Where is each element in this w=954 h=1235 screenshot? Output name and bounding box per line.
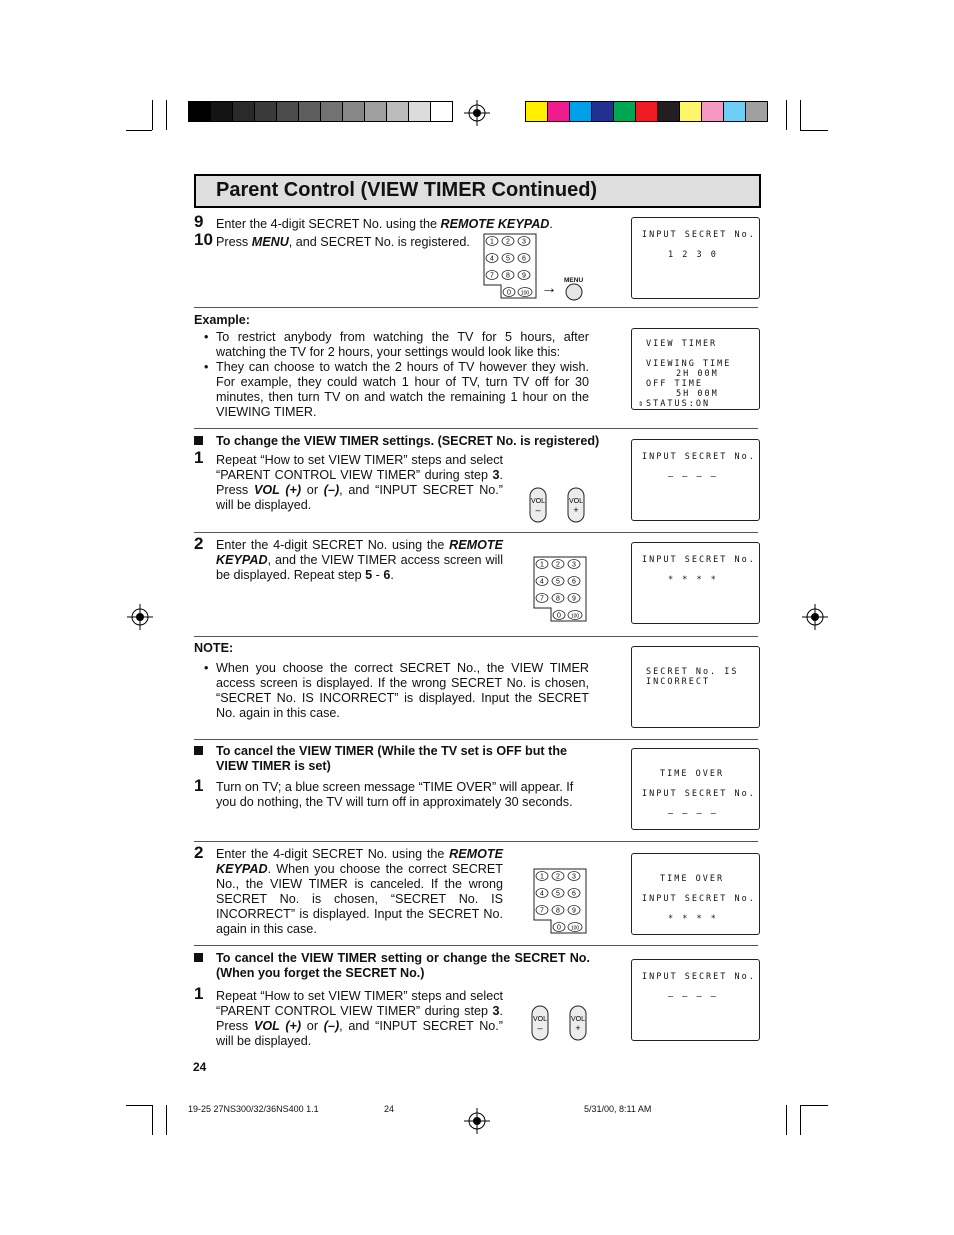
square-bullet-icon	[194, 436, 203, 445]
screen-text: – – – –	[668, 809, 718, 819]
text-run: .	[549, 217, 553, 231]
svg-text:VOL: VOL	[568, 498, 584, 505]
crop-mark	[800, 1105, 828, 1106]
text-run: Enter the 4-digit SECRET No. using the	[216, 847, 450, 861]
keypad-key-1	[536, 872, 548, 881]
svg-text:5: 5	[556, 578, 560, 586]
calibration-swatch	[299, 102, 321, 121]
crop-mark	[800, 130, 828, 131]
svg-text:9: 9	[572, 595, 576, 603]
svg-text:2: 2	[556, 561, 560, 569]
keypad-key-6	[568, 889, 580, 898]
text-run: Repeat “How to set VIEW TIMER” steps and select “PARENT CONTROL VIEW TIMER” during step	[216, 989, 503, 1018]
text-run: 6	[383, 568, 391, 582]
calibration-swatch	[211, 102, 233, 121]
text-run: -	[372, 568, 384, 582]
svg-text:4: 4	[540, 890, 544, 898]
svg-text:1: 1	[540, 873, 544, 881]
instruction-text	[216, 989, 503, 1049]
example-bullet-2: They can choose to watch the 2 hours of TV however they wish. For example, they could watch 1 hour of TV, turn TV off for 30 minutes, then turn TV on and watch the remaining 1 hour on the VIEWING TIMER.	[216, 360, 589, 419]
keypad-key-1	[486, 237, 498, 246]
section-divider	[194, 532, 758, 533]
svg-text:8: 8	[556, 907, 560, 915]
calibration-swatch	[431, 102, 452, 121]
section-divider	[194, 636, 758, 637]
screen-text: INPUT SECRET No.	[642, 894, 756, 904]
calibration-swatch	[658, 102, 680, 121]
svg-text:4: 4	[490, 255, 494, 263]
calibration-swatch	[636, 102, 658, 121]
keypad-key-7	[486, 271, 498, 280]
screen-text: TIME OVER	[660, 769, 725, 779]
svg-text:7: 7	[540, 595, 544, 603]
keypad-key-0	[553, 923, 565, 932]
tv-screen-input-secret	[631, 542, 760, 624]
calibration-swatch	[343, 102, 365, 121]
keypad-key-3	[518, 237, 530, 246]
section-heading: To change the VIEW TIMER settings. (SECRET No. is registered)	[216, 434, 600, 448]
keypad-key-7	[536, 906, 548, 915]
keypad-key-2	[502, 237, 514, 246]
text-run: Press	[216, 235, 252, 249]
svg-text:8: 8	[556, 595, 560, 603]
section-divider	[194, 307, 758, 308]
screen-text: TIME OVER	[660, 874, 725, 884]
screen-text: VIEWING TIME	[646, 359, 732, 369]
calibration-swatch	[189, 102, 211, 121]
calibration-swatch	[233, 102, 255, 121]
page-title: Parent Control (VIEW TIMER Continued)	[216, 179, 598, 201]
remote-keypad-icon	[533, 868, 587, 934]
crop-mark	[786, 100, 787, 130]
volume-buttons-icon	[529, 487, 587, 523]
svg-text:9: 9	[522, 272, 526, 280]
screen-text: 5H 00M	[676, 389, 719, 399]
tv-screen-input-secret	[631, 959, 760, 1041]
calibration-swatch	[409, 102, 431, 121]
keypad-key-2	[552, 560, 564, 569]
calibration-swatch	[702, 102, 724, 121]
registration-mark-icon	[464, 100, 490, 126]
calibration-swatch	[592, 102, 614, 121]
step-number: 1	[194, 984, 204, 1003]
section-divider	[194, 739, 758, 740]
screen-text: – – – –	[668, 472, 718, 482]
svg-text:VOL: VOL	[530, 498, 546, 505]
step-number: 10	[194, 230, 213, 249]
screen-text: INPUT SECRET No.	[642, 452, 756, 462]
instruction-text: Turn on TV; a blue screen message “TIME OVER” will appear. If you do nothing, the TV will turn off in approximately 30 seconds.	[216, 780, 574, 809]
svg-text:3: 3	[572, 561, 576, 569]
step-number: 9	[194, 212, 204, 231]
keypad-key-0	[553, 611, 565, 620]
svg-text:VOL: VOL	[532, 1016, 548, 1023]
tv-screen-incorrect	[631, 646, 760, 728]
section-divider	[194, 428, 758, 429]
svg-text:7: 7	[540, 907, 544, 915]
keypad-key-100	[518, 288, 532, 297]
tv-screen-time-over	[631, 853, 760, 935]
calibration-swatch	[255, 102, 277, 121]
footer-right: 5/31/00, 8:11 AM	[584, 1104, 652, 1114]
text-run: or	[301, 1019, 324, 1033]
screen-text: INPUT SECRET No.	[642, 972, 756, 982]
section-heading: To cancel the VIEW TIMER (While the TV set is OFF but the VIEW TIMER is set)	[216, 744, 568, 773]
keypad-key-2	[552, 872, 564, 881]
volume-up-button-icon	[570, 1006, 586, 1040]
svg-text:–: –	[537, 1023, 543, 1033]
screen-text: 2H 00M	[676, 369, 719, 379]
crop-mark	[166, 1105, 167, 1135]
example-bullet-1: To restrict anybody from watching the TV for 5 hours, after watching the TV for 2 hours, your settings would look like this:	[216, 330, 589, 359]
svg-text:–: –	[535, 505, 541, 515]
footer-left: 19-25 27NS300/32/36NS400 1.1	[188, 1104, 319, 1114]
text-run: , and “INPUT SECRET No.” will be displayed.	[216, 483, 503, 512]
menu-label: MENU	[564, 277, 584, 284]
screen-text: * * * *	[668, 914, 718, 924]
registration-mark-icon	[127, 604, 153, 630]
calibration-swatch	[321, 102, 343, 121]
svg-text:100: 100	[520, 290, 530, 297]
calibration-swatch	[570, 102, 592, 121]
svg-text:7: 7	[490, 272, 494, 280]
keypad-key-5	[552, 577, 564, 586]
keypad-key-3	[568, 560, 580, 569]
svg-text:4: 4	[540, 578, 544, 586]
volume-up-button-icon	[568, 488, 584, 522]
step-number: 1	[194, 448, 204, 467]
svg-text:6: 6	[572, 578, 576, 586]
crop-mark	[800, 100, 801, 130]
text-run: Enter the 4-digit SECRET No. using the	[216, 538, 450, 552]
section-divider	[194, 945, 758, 946]
keypad-key-6	[518, 254, 530, 263]
svg-text:+: +	[575, 1023, 581, 1033]
svg-text:100: 100	[570, 613, 580, 620]
tv-screen-time-over	[631, 748, 760, 830]
tv-screen-input-secret	[631, 217, 760, 299]
calibration-swatch	[724, 102, 746, 121]
tv-screen-view-timer	[631, 328, 760, 410]
keypad-key-7	[536, 594, 548, 603]
remote-keypad-icon	[533, 556, 587, 622]
instruction-text	[216, 847, 503, 937]
svg-text:9: 9	[572, 907, 576, 915]
square-bullet-icon	[194, 746, 203, 755]
example-heading: Example:	[194, 313, 250, 327]
tv-screen-input-secret	[631, 439, 760, 521]
footer-center: 24	[384, 1104, 395, 1114]
crop-mark	[152, 1105, 153, 1135]
screen-text: * * * *	[668, 575, 718, 585]
text-run: Repeat “How to set VIEW TIMER” steps and select “PARENT CONTROL VIEW TIMER” during step	[216, 453, 503, 482]
grayscale-calibration-bar	[188, 101, 453, 122]
svg-text:0: 0	[507, 289, 511, 297]
screen-text: INCORRECT	[646, 677, 711, 687]
crop-mark	[786, 1105, 787, 1135]
text-run: VOL (+)	[253, 483, 302, 497]
bullet: •	[204, 661, 209, 675]
keypad-key-3	[568, 872, 580, 881]
text-run: 3	[492, 468, 500, 482]
crop-mark	[126, 130, 152, 131]
keypad-key-8	[552, 594, 564, 603]
instruction-text	[216, 235, 516, 250]
svg-text:5: 5	[556, 890, 560, 898]
svg-text:2: 2	[556, 873, 560, 881]
text-run: 3	[492, 1004, 500, 1018]
crop-mark	[800, 1105, 801, 1135]
text-run: . Press	[216, 468, 503, 497]
text-run: , and SECRET No. is registered.	[288, 235, 470, 249]
crop-mark	[126, 1105, 152, 1106]
menu-button-icon	[565, 283, 583, 301]
svg-text:100: 100	[570, 925, 580, 932]
screen-text: 1 2 3 0	[668, 250, 718, 260]
text-run: MENU	[251, 235, 289, 249]
screen-text: OFF TIME	[646, 379, 703, 389]
screen-text: STATUS:ON	[646, 399, 711, 409]
bullet: •	[204, 360, 209, 374]
svg-text:0: 0	[557, 924, 561, 932]
svg-text:3: 3	[522, 238, 526, 246]
keypad-key-5	[502, 254, 514, 263]
bullet: •	[204, 330, 209, 344]
keypad-key-4	[486, 254, 498, 263]
updown-arrow-icon: ⇕	[638, 399, 644, 409]
svg-text:5: 5	[506, 255, 510, 263]
registration-mark-icon	[802, 604, 828, 630]
calibration-swatch	[680, 102, 702, 121]
calibration-swatch	[387, 102, 409, 121]
svg-text:+: +	[573, 505, 579, 515]
text-run: .	[390, 568, 394, 582]
keypad-key-8	[552, 906, 564, 915]
step-number: 2	[194, 534, 204, 553]
text-run: Enter the 4-digit SECRET No. using the	[216, 217, 441, 231]
arrow-right-icon: →	[541, 280, 557, 297]
calibration-swatch	[277, 102, 299, 121]
volume-buttons-icon	[531, 1005, 589, 1041]
calibration-swatch	[526, 102, 548, 121]
keypad-key-0	[503, 288, 515, 297]
screen-text: INPUT SECRET No.	[642, 555, 756, 565]
svg-text:8: 8	[506, 272, 510, 280]
instruction-text	[216, 538, 503, 583]
step-number: 1	[194, 776, 204, 795]
svg-text:6: 6	[572, 890, 576, 898]
screen-text: INPUT SECRET No.	[642, 789, 756, 799]
text-run: REMOTE KEYPAD	[440, 217, 550, 231]
calibration-swatch	[548, 102, 570, 121]
keypad-key-4	[536, 577, 548, 586]
keypad-key-6	[568, 577, 580, 586]
crop-mark	[152, 100, 153, 130]
calibration-swatch	[746, 102, 767, 121]
note-text: When you choose the correct SECRET No., the VIEW TIMER access screen is displayed. If the wrong SECRET No. is chosen, “SECRET No. IS INCORRECT” is displayed. Input the SECRET No. again in this case.	[216, 661, 589, 720]
calibration-swatch	[365, 102, 387, 121]
keypad-key-9	[518, 271, 530, 280]
screen-text: SECRET No. IS	[646, 667, 739, 677]
text-run: REMOTE KEYPAD	[216, 847, 503, 876]
text-run: , and the VIEW TIMER access screen will be displayed. Repeat step	[216, 553, 503, 582]
crop-mark	[166, 100, 167, 130]
keypad-key-9	[568, 906, 580, 915]
text-run: . Press	[216, 1004, 503, 1033]
keypad-key-100	[568, 611, 582, 620]
instruction-text	[216, 217, 616, 232]
svg-text:1: 1	[490, 238, 494, 246]
svg-text:1: 1	[540, 561, 544, 569]
keypad-key-100	[568, 923, 582, 932]
step-number: 2	[194, 843, 204, 862]
page-title-box	[194, 174, 761, 208]
square-bullet-icon	[194, 953, 203, 962]
text-run: (–)	[323, 483, 340, 497]
color-calibration-bar	[525, 101, 768, 122]
keypad-key-1	[536, 560, 548, 569]
text-run: (–)	[323, 1019, 340, 1033]
keypad-key-5	[552, 889, 564, 898]
text-run: REMOTE KEYPAD	[216, 538, 503, 567]
screen-text: – – – –	[668, 992, 718, 1002]
registration-mark-icon	[464, 1108, 490, 1134]
text-run: VOL (+)	[253, 1019, 302, 1033]
svg-text:2: 2	[506, 238, 510, 246]
section-divider	[194, 841, 758, 842]
keypad-key-9	[568, 594, 580, 603]
screen-text: VIEW TIMER	[646, 339, 718, 349]
section-heading: To cancel the VIEW TIMER setting or change the SECRET No. (When you forget the SECRET No.)	[216, 951, 590, 980]
text-run: or	[301, 483, 324, 497]
keypad-key-4	[536, 889, 548, 898]
svg-text:0: 0	[557, 612, 561, 620]
svg-text:VOL: VOL	[570, 1016, 586, 1023]
text-run: 5	[365, 568, 373, 582]
keypad-key-8	[502, 271, 514, 280]
remote-keypad-icon	[483, 233, 537, 299]
page-number: 24	[193, 1060, 207, 1074]
calibration-swatch	[614, 102, 636, 121]
volume-down-button-icon	[532, 1006, 548, 1040]
note-heading: NOTE:	[194, 641, 234, 655]
volume-down-button-icon	[530, 488, 546, 522]
svg-text:3: 3	[572, 873, 576, 881]
svg-text:6: 6	[522, 255, 526, 263]
text-run: , and “INPUT SECRET No.” will be displayed.	[216, 1019, 503, 1048]
screen-text: INPUT SECRET No.	[642, 230, 756, 240]
text-run: . When you choose the correct SECRET No., the VIEW TIMER is canceled. If the wrong SECRET No. is chosen, “SECRET No. IS INCORRECT” is displayed. Input the SECRET No. again in this case.	[216, 862, 503, 936]
instruction-text	[216, 453, 503, 513]
